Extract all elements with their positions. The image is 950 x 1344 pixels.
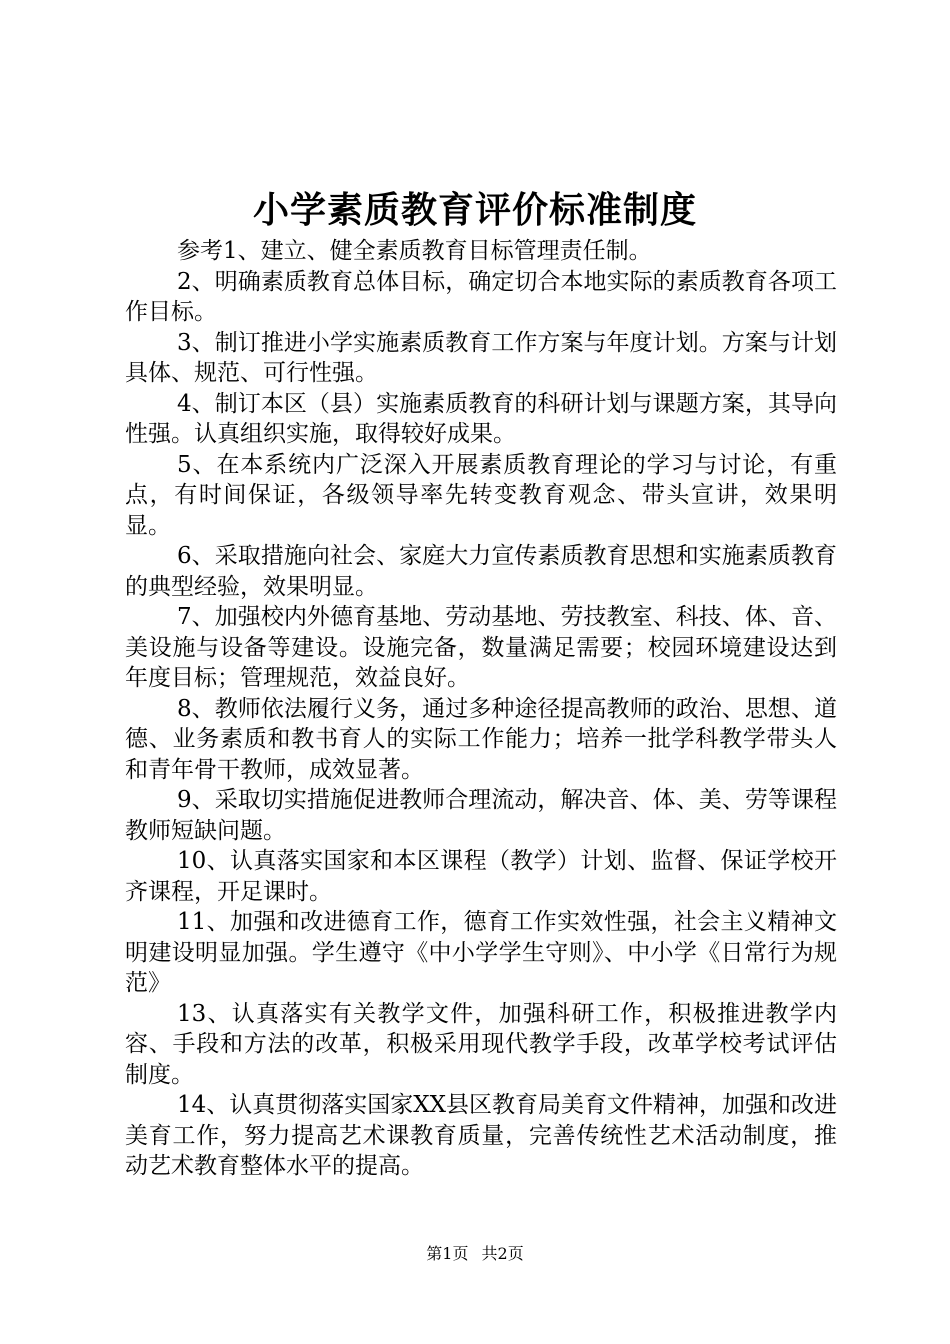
document-body <box>125 236 837 1182</box>
paragraph-13: 13、认真落实有关教学文件，加强科研工作，积极推进教学内容、手段和方法的改革，积极采用现代教学手段，改革学校考试评估制度。 <box>125 1000 837 1088</box>
paragraph-2: 2、明确素质教育总体目标，确定切合本地实际的素质教育各项工作目标。 <box>125 268 837 325</box>
document-title: 小学素质教育评价标准制度 <box>252 189 697 231</box>
page-total: 共2页 <box>481 1244 524 1263</box>
page-footer <box>0 1243 950 1265</box>
paragraph-8: 8、教师依法履行义务，通过多种途径提高教师的政治、思想、道德、业务素质和教书育人的实际工作能力；培养一批学科教学带头人和青年骨干教师，成效显著。 <box>125 695 837 783</box>
paragraph-3: 3、制订推进小学实施素质教育工作方案与年度计划。方案与计划具体、规范、可行性强。 <box>125 329 837 386</box>
paragraph-7: 7、加强校内外德育基地、劳动基地、劳技教室、科技、体、音、美设施与设备等建设。设施完备，数量满足需要；校园环境建设达到年度目标；管理规范，效益良好。 <box>125 604 837 691</box>
page-number: 第1页 <box>426 1244 469 1263</box>
paragraph-1: 参考1、建立、健全素质教育目标管理责任制。 <box>177 238 652 264</box>
paragraph-11: 11、加强和改进德育工作，德育工作实效性强，社会主义精神文明建设明显加强。学生遵守《中小学学生守则》、中小学《日常行为规范》 <box>125 909 837 996</box>
paragraph-14: 14、认真贯彻落实国家XX县区教育局美育文件精神，加强和改进美育工作，努力提高艺术课教育质量，完善传统性艺术活动制度，推动艺术教育整体水平的提高。 <box>125 1092 838 1179</box>
paragraph-9: 9、采取切实措施促进教师合理流动，解决音、体、美、劳等课程教师短缺问题。 <box>125 787 837 844</box>
paragraph-10: 10、认真落实国家和本区课程（教学）计划、监督、保证学校开齐课程，开足课时。 <box>125 848 837 905</box>
paragraph-4: 4、制订本区（县）实施素质教育的科研计划与课题方案，其导向性强。认真组织实施，取得较好成果。 <box>125 390 837 447</box>
paragraph-6: 6、采取措施向社会、家庭大力宣传素质教育思想和实施素质教育的典型经验，效果明显。 <box>125 543 837 600</box>
paragraph-5: 5、在本系统内广泛深入开展素质教育理论的学习与讨论，有重点，有时间保证，各级领导率先转变教育观念、带头宣讲，效果明显。 <box>125 451 837 539</box>
